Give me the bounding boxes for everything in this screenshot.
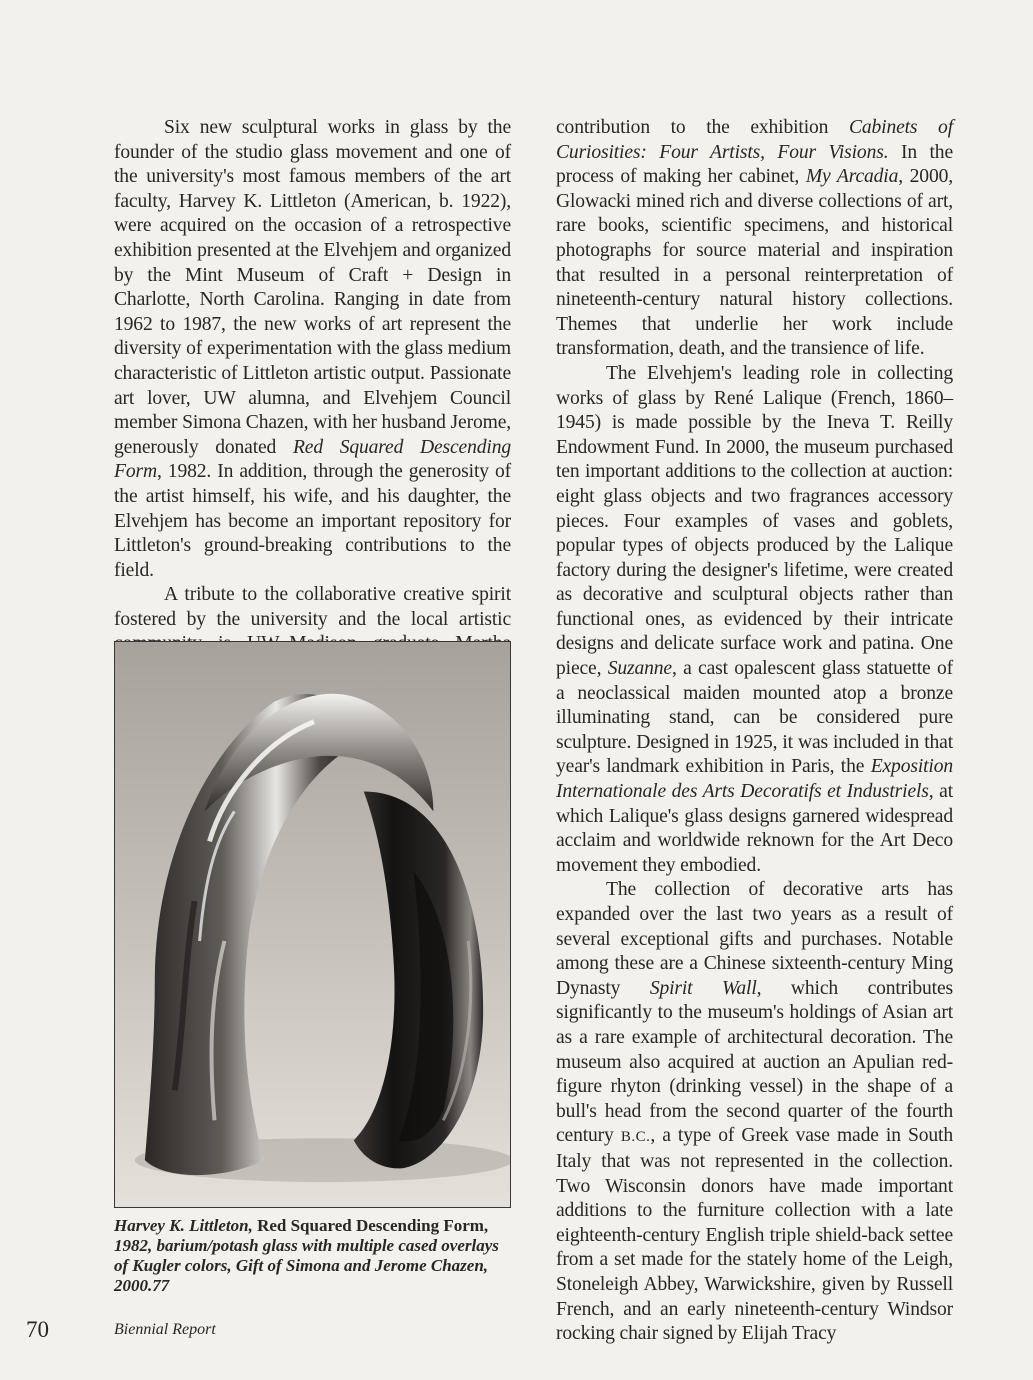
artwork-title: My Arcadia <box>805 166 899 188</box>
paragraph-lalique: The Elvehjem's leading role in collecting works of glass by René Lalique (French, 1860–1945) is made possible by the Ineva T. Reilly Endowment Fund. In 2000, the museum purchased ten important additions to the collection at auction: eight glass objects and two fragrances accessory pieces. Four examples of vases and goblets, popular types of objects produced by the Lalique factory during the designer's lifetime, were created as decorative and sculptural objects rather than functional ones, as evidenced by their intricate designs and delicate surface work and patina. One piece, Suzanne, a cast opalescent glass statuette of a neoclassical maiden mounted atop a bronze illuminating stand, can be considered pure sculpture. Designed in 1925, it was included in that year's landmark exhibition in Paris, the Exposition Internationale des Arts Decoratifs et Industriels, at which Lalique's glass designs garnered widespread acclaim and worldwide reknown for the Art Deco movement they embodied. <box>556 362 954 876</box>
sculpture-photo <box>114 641 511 1208</box>
artwork-title: Red Squared Descending Form <box>114 436 511 483</box>
right-column <box>556 116 953 1347</box>
caption-details: 1982, barium/potash glass with multiple cased overlays of Kugler colors, Gift of Simona and Jerome Chazen, 2000.77 <box>114 1236 499 1295</box>
paragraph-decorative-arts: The collection of decorative arts has expanded over the last two years as a result of several exceptional gifts and purchases. Notable among these are a Chinese sixteenth-century Ming Dynasty Spirit Wall, which contributes significantly to the museum's holdings of Asian art as a rare example of architectural decoration. The museum also acquired at auction an Apulian red-figure rhyton (drinking vessel) in the shape of a bull's head from the second quarter of the fourth century B.C., a type of Greek vase made in South Italy that was not represented in the collection. Two Wisconsin donors have made important additions to the furniture collection with a late eighteenth-century English triple shield-back settee from a set made for the stately home of the Leigh, Stoneleigh Abbey, Warwickshire, given by Russell French, and an early nineteenth-century Windsor rocking chair signed by Elijah Tracy <box>556 879 954 1345</box>
running-footer: Biennial Report <box>114 1321 216 1338</box>
paragraph-cabinets: contribution to the exhibition Cabinets of Curiosities: Four Artists, Four Visions. In the process of making her cabinet, My Arcadia, 2000, Glowacki mined rich and diverse collections of art, rare books, scientific specimens, and historical photographs for source material and inspiration that resulted in a personal reinterpretation of nineteenth-century natural history collections. Themes that underlie her work include transformation, death, and the transience of life. <box>556 117 953 360</box>
exhibition-title: Cabinets of Curiosities: Four Artists, Four Visions. <box>556 117 953 163</box>
paragraph-littleton: Six new sculptural works in glass by the founder of the studio glass movement and one of the university's most famous members of the art faculty, Harvey K. Littleton (American, b. 1922), were acquired on the occasion of a retrospective exhibition presented at the Elvehjem and organized by the Mint Museum of Craft + Design in Charlotte, North Carolina. Ranging in date from 1962 to 1987, the new works of art represent the diversity of experimentation with the glass medium characteristic of Littleton artistic output. Passionate art lover, UW alumna, and Elvehjem Council member Simona Chazen, with her husband Jerome, generously donated Red Squared Descending Form, 1982. In addition, through the generosity of the artist himself, his wife, and his daughter, the Elvehjem has become an important repository for Littleton's ground-breaking contributions to the field. <box>114 117 511 581</box>
caption-artist: Harvey K. Littleton, <box>114 1216 258 1235</box>
exhibition-title: Exposition Internationale des Arts Decoratifs et Industriels <box>556 756 953 803</box>
paragraph-glowacki: A tribute to the collaborative creative spirit fostered by the university and the local artistic <box>114 584 511 630</box>
artwork-title: Suzanne <box>607 658 672 680</box>
era-abbreviation: B.C. <box>620 1129 651 1146</box>
page-number: 70 <box>26 1317 49 1342</box>
left-column <box>114 116 511 682</box>
artwork-title: Spirit Wall <box>649 977 757 999</box>
figure-caption <box>114 1216 514 1296</box>
glass-sculpture-image <box>115 642 510 1207</box>
caption-title: Red Squared Descending Form, <box>257 1216 489 1235</box>
